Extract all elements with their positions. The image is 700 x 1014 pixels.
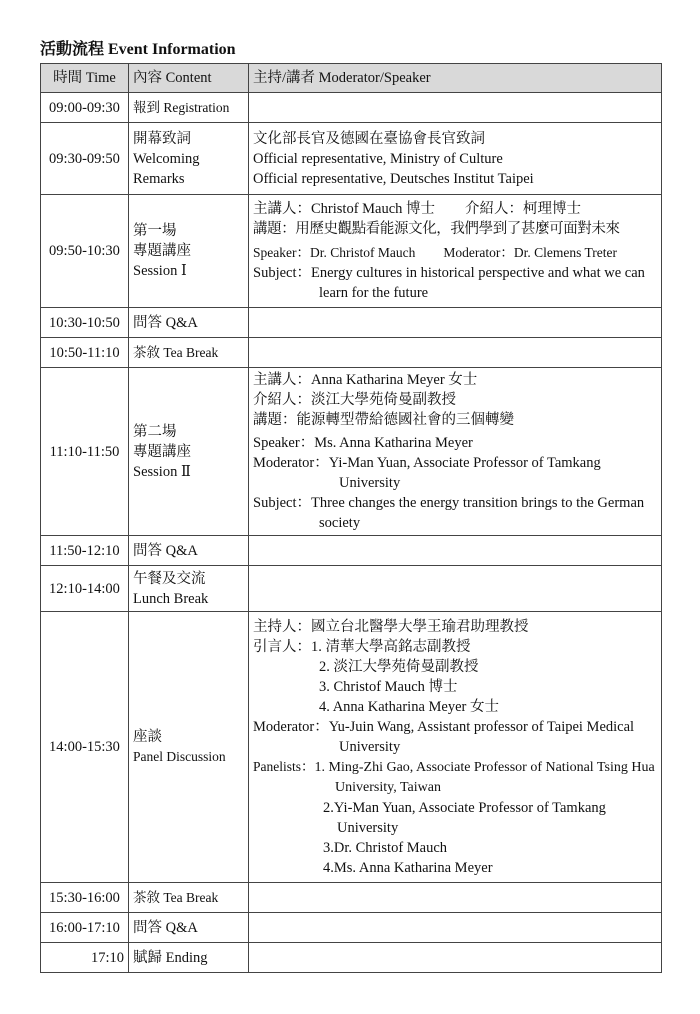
- detail-cell: [249, 93, 662, 123]
- time-cell: 11:10-11:50: [41, 368, 129, 536]
- time-cell: 09:00-09:30: [41, 93, 129, 123]
- header-row: [41, 64, 662, 93]
- detail-cell: [249, 913, 662, 943]
- detail-cell: [249, 943, 662, 973]
- content-cell: 報到 Registration: [129, 93, 249, 123]
- table-row: [41, 943, 662, 973]
- header-time: 時間 Time: [41, 64, 129, 93]
- time-cell: 14:00-15:30: [41, 612, 129, 883]
- time-cell: 10:50-11:10: [41, 338, 129, 368]
- time-cell: 17:10: [41, 943, 129, 973]
- content-cell: 問答 Q&A: [129, 308, 249, 338]
- table-row: [41, 612, 662, 883]
- header-speaker: 主持/講者 Moderator/Speaker: [249, 64, 662, 93]
- content-cell: 賦歸 Ending: [129, 943, 249, 973]
- detail-cell: 主講人：Anna Katharina Meyer 女士 介紹人：淡江大學苑倚曼副教授 講題：能源轉型帶給德國社會的三個轉變 Speaker：Ms. Anna Katharina Meyer Moderator：Yi-Man Yuan, Associate Professor of Tamkang University Subject：Three changes the energy transition brings to the German society: [249, 368, 662, 536]
- detail-cell: [249, 566, 662, 612]
- header-content: 內容 Content: [129, 64, 249, 93]
- content-cell: 茶敘 Tea Break: [129, 338, 249, 368]
- table-row: [41, 566, 662, 612]
- detail-cell: [249, 338, 662, 368]
- detail-cell: [249, 883, 662, 913]
- detail-cell: 文化部長官及德國在臺協會長官致詞 Official representative, Ministry of Culture Official representative, Deutsches Institut Taipei: [249, 123, 662, 195]
- page-title: 活動流程 Event Information: [40, 41, 236, 58]
- time-cell: 15:30-16:00: [41, 883, 129, 913]
- table-row: [41, 195, 662, 308]
- schedule-table: [40, 63, 662, 973]
- time-cell: 09:30-09:50: [41, 123, 129, 195]
- table-row: [41, 338, 662, 368]
- content-cell: 茶敘 Tea Break: [129, 883, 249, 913]
- table-row: [41, 308, 662, 338]
- time-cell: 10:30-10:50: [41, 308, 129, 338]
- time-cell: 11:50-12:10: [41, 536, 129, 566]
- table-row: [41, 93, 662, 123]
- content-cell: 問答 Q&A: [129, 913, 249, 943]
- content-cell: 問答 Q&A: [129, 536, 249, 566]
- time-cell: 16:00-17:10: [41, 913, 129, 943]
- time-cell: 09:50-10:30: [41, 195, 129, 308]
- detail-cell: [249, 308, 662, 338]
- content-cell: 午餐及交流 Lunch Break: [129, 566, 249, 612]
- time-cell: 12:10-14:00: [41, 566, 129, 612]
- table-row: [41, 368, 662, 536]
- content-cell: 座談 Panel Discussion: [129, 612, 249, 883]
- table-row: [41, 123, 662, 195]
- detail-cell: 主持人：國立台北醫學大學王瑜君助理教授 引言人：1. 清華大學高銘志副教授 2. 淡江大學苑倚曼副教授 3. Christof Mauch 博士 4. Anna Katharina Meyer 女士 Moderator：Yu-Juin Wang, Assistant professor of Taipei Medical University Panelists：1. Ming-Zhi Gao, Associate Professor of National Tsing Hua University, Taiwan 2.Yi-Man Yuan, Associate Professor of Tamkang University 3.Dr. Christof Mauch 4.Ms. Anna Katharina Meyer: [249, 612, 662, 883]
- detail-cell: [249, 536, 662, 566]
- table-row: [41, 536, 662, 566]
- table-row: [41, 913, 662, 943]
- table-row: [41, 883, 662, 913]
- content-cell: 第一場 專題講座 Session Ⅰ: [129, 195, 249, 308]
- content-cell: 第二場 專題講座 Session Ⅱ: [129, 368, 249, 536]
- detail-cell: 主講人：Christof Mauch 博士 介紹人：柯理博士 講題：用歷史觀點看能源文化，我們學到了甚麼可面對未來 Speaker：Dr. Christof Mauch Moderator：Dr. Clemens Treter Subject：Energy cultures in historical perspective and what we can learn for the future: [249, 195, 662, 308]
- content-cell: 開幕致詞 Welcoming Remarks: [129, 123, 249, 195]
